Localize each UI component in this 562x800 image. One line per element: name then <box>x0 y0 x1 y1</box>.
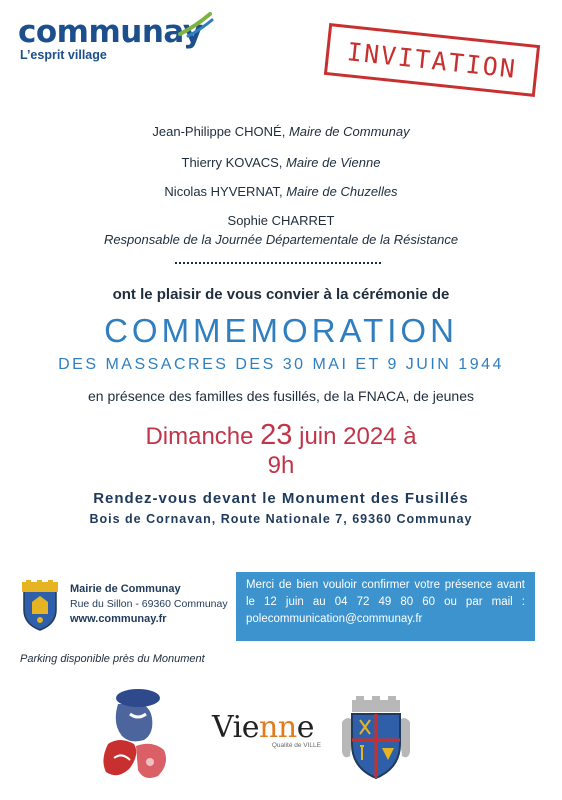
chuzelles-coat-of-arms-icon <box>338 696 414 784</box>
vienne-subtitle: Qualité de VILLE <box>271 742 321 749</box>
resistance-day-logo-icon <box>100 684 180 784</box>
host-4-role <box>0 232 562 247</box>
host-role: Maire de Vienne <box>286 155 381 170</box>
event-subtitle: DES MASSACRES DES 30 MAI ET 9 JUIN 1944 <box>58 356 504 373</box>
event-title: COMMEMORATION <box>104 312 458 349</box>
host-name: Nicolas HYVERNAT, <box>164 184 283 199</box>
date-day: 23 <box>260 419 293 451</box>
mairie-website[interactable]: www.communay.fr <box>70 613 167 625</box>
host-role: Responsable de la Journée Départementale de la Résistance <box>103 232 459 247</box>
date-prefix: Dimanche <box>145 423 254 450</box>
intro-text: ont le plaisir de vous convier à la cérémonie de <box>112 286 450 303</box>
logo-swoosh-icon <box>178 12 214 38</box>
communay-logo <box>18 16 203 62</box>
mairie-address: Rue du Sillon - 69360 Communay <box>70 598 228 610</box>
host-name: Jean-Philippe CHONÉ, <box>152 124 286 139</box>
host-2 <box>0 155 562 170</box>
host-1 <box>0 124 562 139</box>
communay-coat-of-arms-icon <box>18 580 62 632</box>
logo-tagline: L’esprit village <box>20 48 107 62</box>
logo-wordmark: communay <box>18 14 203 50</box>
date-suffix: juin 2024 à <box>299 423 417 450</box>
invitation-stamp: INVITATION <box>324 23 540 97</box>
event-date <box>0 420 562 452</box>
vienne-wordmark: Vienne <box>212 710 314 745</box>
rendezvous-text: Rendez-vous devant le Monument des Fusillés <box>93 490 469 507</box>
dotted-separator <box>175 262 381 264</box>
event-address: Bois de Cornavan, Route Nationale 7, 69360 Communay <box>89 512 473 526</box>
presence-text: en présence des familles des fusillés, de la FNACA, de jeunes <box>88 388 474 404</box>
host-name: Thierry KOVACS, <box>181 155 283 170</box>
mairie-title: Mairie de Communay <box>70 583 181 595</box>
mairie-contact <box>18 578 228 638</box>
vienne-logo <box>205 712 321 749</box>
host-role: Maire de Chuzelles <box>286 184 398 199</box>
event-hour: 9h <box>267 452 295 479</box>
parking-note: Parking disponible près du Monument <box>20 653 205 665</box>
host-role: Maire de Communay <box>288 124 410 139</box>
host-4-name: Sophie CHARRET <box>227 213 335 228</box>
rsvp-box: Merci de bien vouloir confirmer votre présence avant le 12 juin au 04 72 49 80 60 ou par mail : polecommunication@communay.fr <box>236 572 535 641</box>
host-3 <box>0 184 562 199</box>
